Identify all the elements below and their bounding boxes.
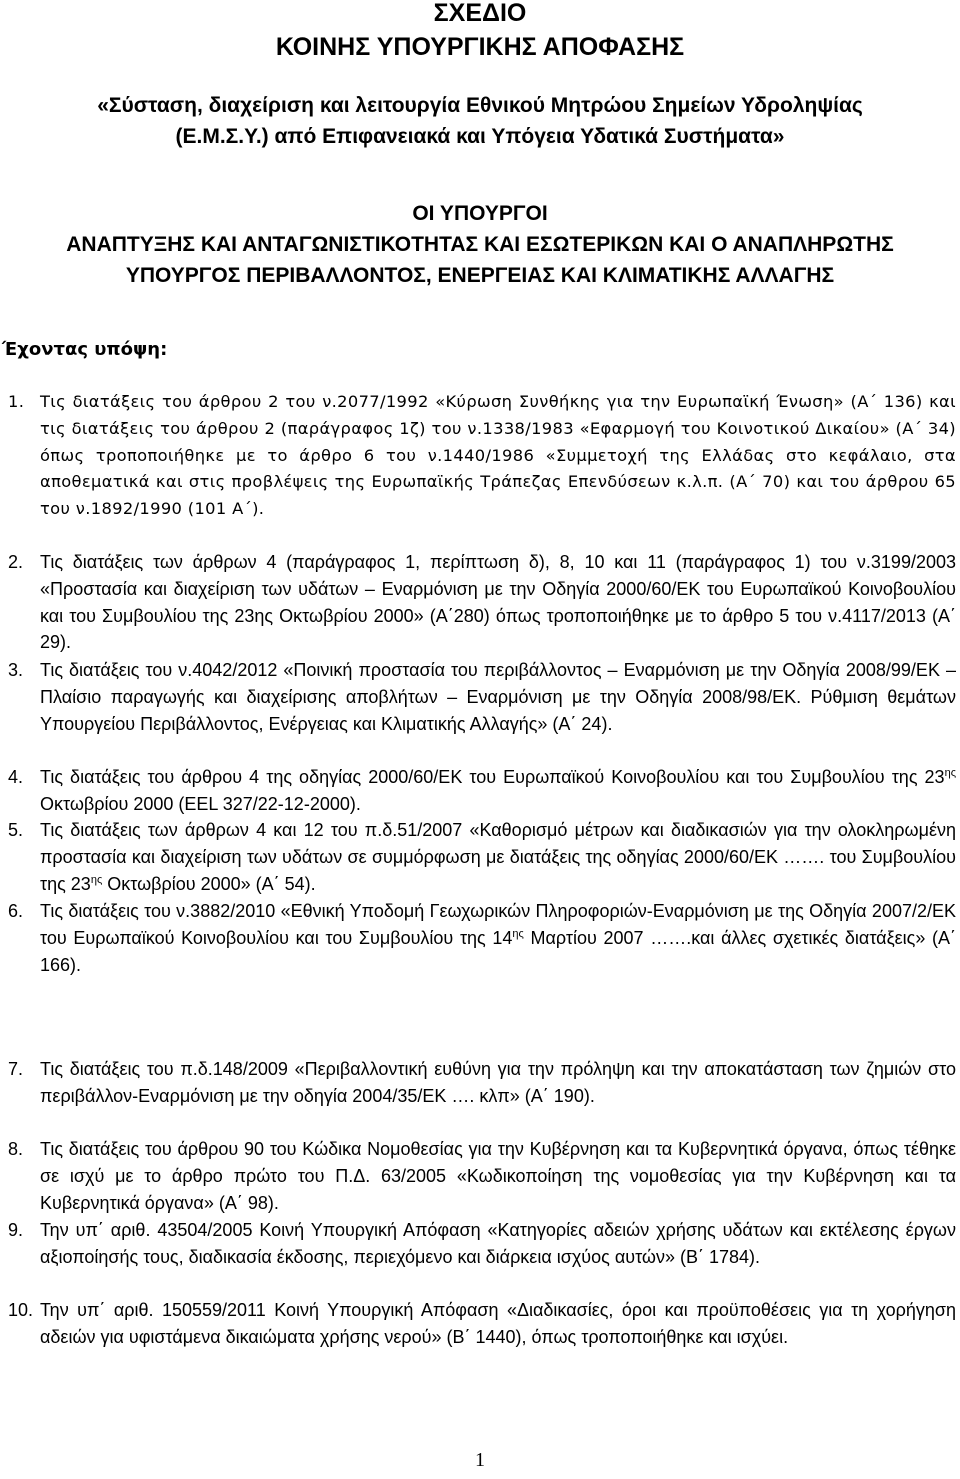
ministers-line: ΑΝΑΠΤΥΞΗΣ ΚΑΙ ΑΝΤΑΓΩΝΙΣΤΙΚΟΤΗΤΑΣ ΚΑΙ ΕΣΩΤΕΡΙΚΩΝ ΚΑΙ Ο ΑΝΑΠΛΗΡΩΤΗΣ — [66, 233, 894, 256]
document-type: ΚΟΙΝΗΣ ΥΠΟΥΡΓΙΚΗΣ ΑΠΟΦΑΣΗΣ — [275, 33, 685, 61]
subject-line-1: «Σύσταση, διαχείριση και λειτουργία Εθνικού Μητρώου Σημείων Υδροληψίας — [97, 94, 863, 117]
page-number: 1 — [475, 1449, 485, 1471]
item-number: 4. — [8, 767, 24, 787]
item-number: 9. — [8, 1220, 24, 1240]
item-text-part: Μαρτίου 2007 …….και άλλες σχετικές διατάξεις» (Α΄ 166). — [40, 927, 956, 975]
ordinal-suffix: ης — [90, 873, 103, 886]
item-number: 1. — [8, 392, 25, 411]
ministers-heading: ΟΙ ΥΠΟΥΡΓΟΙ — [412, 202, 548, 225]
item-text: Τις διατάξεις του π.δ.148/2009 «Περιβαλλοντική ευθύνη για την πρόληψη και την αποκατάσταση των ζημιών στο περιβάλλον-Εναρμόνιση με την οδηγία 2004/35/ΕΚ …. κλπ» (Α΄ 190). — [40, 1059, 956, 1106]
item-text: Την υπ΄ αριθ. 150559/2011 Κοινή Υπουργική Απόφαση «Διαδικασίες, όροι και προϋποθέσεις για τη χορήγηση αδειών για υφιστάμενα δικαιώματα χρήσης νερού» (Β΄ 1440), όπως τροποποιήθηκε και ισχύει. — [40, 1300, 956, 1347]
item-text: Τις διατάξεις των άρθρων 4 (παράγραφος 1, περίπτωση δ), 8, 10 και 11 (παράγραφος 1) του ν.3199/2003 «Προστασία και διαχείριση των υδάτων – Εναρμόνιση με την Οδηγία 2000/60/ΕΚ του Ευρωπαϊκού Κοινοβουλίου και του Συμβουλίου της 23ης Οκτωβρίου 2000» (Α΄280) όπως τροποποιήθηκε με το άρθρο 5 του ν.4117/2013 (Α΄ 29). — [40, 552, 956, 653]
item-text: Τις διατάξεις του ν.4042/2012 «Ποινική προστασία του περιβάλλοντος – Εναρμόνιση με την Οδηγία 2008/99/ΕΚ – Πλαίσιο παραγωγής και διαχείρισης αποβλήτων – Εναρμόνιση με την Οδηγία 2008/98/ΕΚ. Ρύθμιση θεμάτων Υπουργείου Περιβάλλοντος, Ενέργειας και Κλιματικής Αλλαγής» (Α΄ 24). — [40, 660, 956, 734]
item-number: 2. — [8, 552, 24, 572]
item-text — [40, 898, 956, 978]
item-text: Τις διατάξεις του άρθρου 2 του ν.2077/1992 «Κύρωση Συνθήκης για την Ευρωπαϊκή Ένωση» (Α΄ 136) και τις διατάξεις του άρθρου 2 (παράγραφος 1ζ) του ν.1338/1983 «Εφαρμογή του Κοινοτικού Δικαίου» (Α΄ 34) όπως τροποποιήθηκε με το άρθρο 6 του ν.1440/1986 «Συμμετοχή της Ελλάδας στο κεφάλαιο, στα αποθεματικά και στις προβλέψεις της Ευρωπαϊκής Τράπεζας Επενδύσεων κ.λ.π. (Α΄ 70) και του άρθρου 65 του ν.1892/1990 (101 Α΄). — [40, 392, 956, 519]
item-number: 10. — [8, 1300, 34, 1320]
item-number: 6. — [8, 901, 24, 921]
document-title: ΣΧΕΔΙΟ — [433, 0, 527, 27]
having-in-mind-heading: Έχοντας υπόψη: — [2, 339, 168, 360]
ordinal-suffix: ης — [512, 927, 524, 940]
item-number: 8. — [8, 1139, 24, 1159]
ministers-line: ΥΠΟΥΡΓΟΣ ΠΕΡΙΒΑΛΛΟΝΤΟΣ, ΕΝΕΡΓΕΙΑΣ ΚΑΙ ΚΛΙΜΑΤΙΚΗΣ ΑΛΛΑΓΗΣ — [125, 264, 835, 287]
ordinal-suffix: ης — [944, 767, 956, 779]
item-text: Την υπ΄ αριθ. 43504/2005 Κοινή Υπουργική Απόφαση «Κατηγορίες αδειών χρήσης υδάτων και εκτέλεσης έργων αξιοποίησής τους, διαδικασία έκδοσης, περιεχόμενο και διάρκεια ισχύος αυτών» (Β΄ 1784). — [40, 1220, 956, 1267]
subject-line-2: (Ε.Μ.Σ.Υ.) από Επιφανειακά και Υπόγεια Υδατικά Συστήματα» — [175, 125, 785, 148]
item-text-part: Τις διατάξεις των άρθρων 4 και 12 του π.δ.51/2007 «Καθορισμό μέτρων και διαδικασιών για την ολοκληρωμένη προστασία και διαχείριση των υδάτων σε συμμόρφωση με διατάξεις της οδηγίας 2000/60/ΕΚ ……. του Συμβουλίου της 23 — [40, 820, 956, 894]
item-text-part: Τις διατάξεις του ν.3882/2010 «Εθνική Υποδομή Γεωχωρικών Πληροφοριών-Εναρμόνιση με της Οδηγία 2007/2/ΕΚ του Ευρωπαϊκού Κοινοβουλίου και του Συμβουλίου της 14 — [40, 901, 956, 948]
item-text-part: Οκτωβρίου 2000» (Α΄ 54). — [102, 873, 316, 894]
item-text — [40, 817, 956, 897]
item-number: 5. — [8, 820, 24, 840]
item-text — [40, 764, 956, 818]
item-number: 3. — [8, 660, 24, 680]
item-text: Τις διατάξεις του άρθρου 90 του Κώδικα Νομοθεσίας για την Κυβέρνηση και τα Κυβερνητικά όργανα, όπως τέθηκε σε ισχύ με το άρθρο πρώτο του Π.Δ. 63/2005 «Κωδικοποίηση της νομοθεσίας για την Κυβέρνηση και τα Κυβερνητικά όργανα» (Α΄ 98). — [40, 1139, 956, 1213]
item-text-part: Τις διατάξεις του άρθρου 4 της οδηγίας 2000/60/ΕΚ του Ευρωπαϊκού Κοινοβουλίου και του Συμβουλίου της 23 — [40, 767, 945, 787]
item-text-part: Οκτωβρίου 2000 (ΕΕL 327/22-12-2000). — [40, 793, 361, 814]
item-number: 7. — [8, 1059, 24, 1079]
